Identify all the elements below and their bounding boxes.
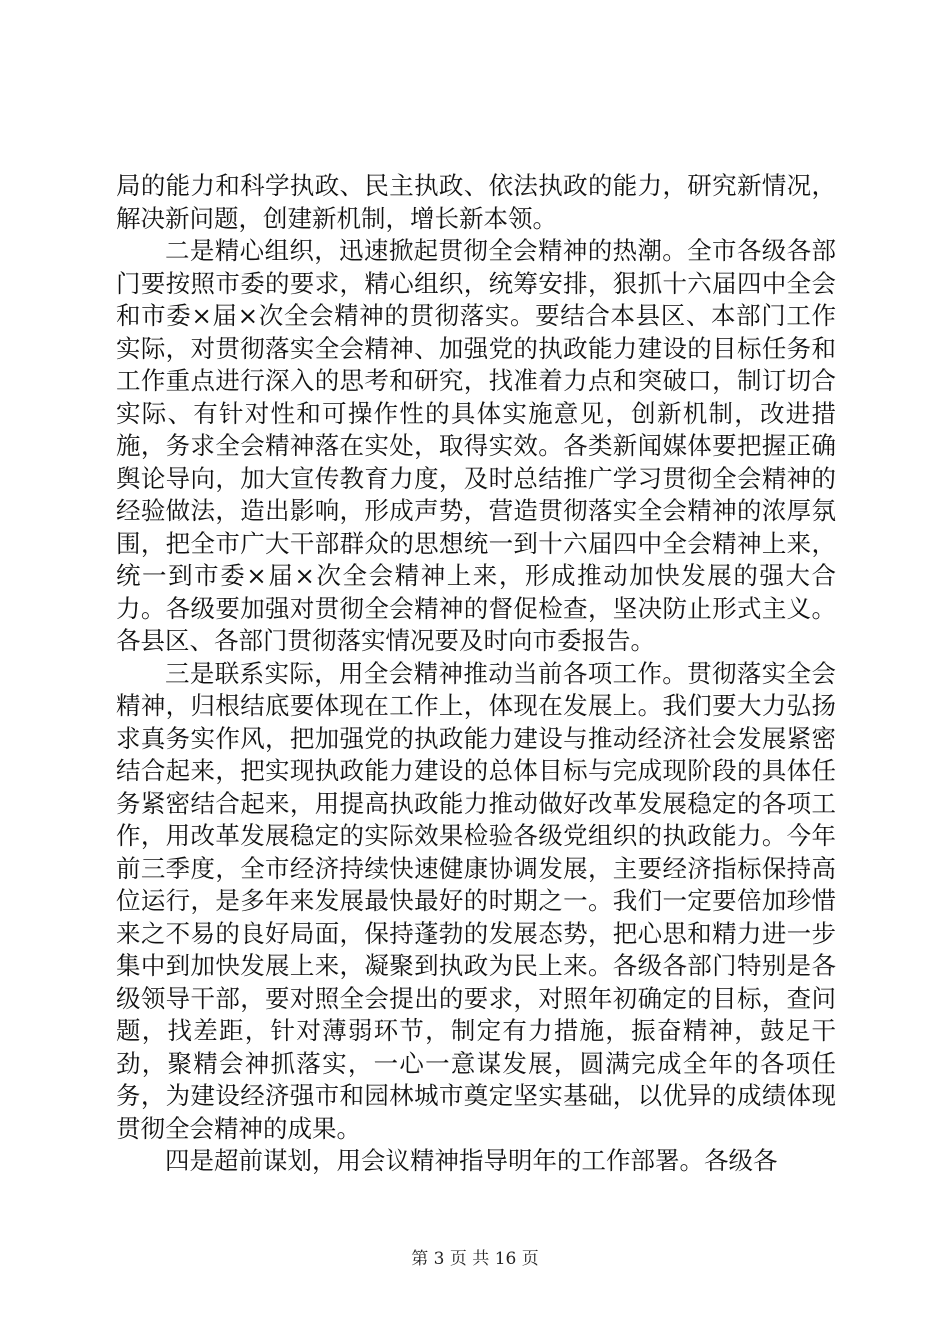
paragraph-fourth-point: 四是超前谋划，用会议精神指导明年的工作部署。各级各	[165, 1146, 778, 1175]
paragraph-third-point: 三是联系实际，用全会精神推动当前各项工作。贯彻落实全会精神，归根结底要体现在工作上，体现在发展上。我们要大力弘扬求真务实作风，把加强党的执政能力建设与推动经济社会发展紧密结合起来，把实现执政能力建设的总体目标与完成现阶段的具体任务紧密结合起来，用提高执政能力推动做好改革发展稳定的各项工作，用改革发展稳定的实际效果检验各级党组织的执政能力。今年前三季度，全市经济持续快速健康协调发展，主要经济指标保持高位运行，是多年来发展最快最好的时期之一。我们一定要倍加珍惜来之不易的良好局面，保持蓬勃的发展态势，把心思和精力进一步集中到加快发展上来，凝聚到执政为民上来。各级各部门特别是各级领导干部，要对照全会提出的要求，对照年初确定的目标，查问题，找差距，针对薄弱环节，制定有力措施，振奋精神，鼓足干劲，聚精会神抓落实，一心一意谋发展，圆满完成全年的各项任务，为建设经济强市和园林城市奠定坚实基础，以优异的成绩体现贯彻全会精神的成果。	[116, 658, 836, 1143]
page-number-label: 第 3 页 共 16 页	[411, 1249, 539, 1269]
paragraph-continuation: 局的能力和科学执政、民主执政、依法执政的能力，研究新情况，解决新问题，创建新机制，增长新本领。	[116, 171, 836, 233]
body-text	[116, 170, 836, 1178]
paragraph-second-point: 二是精心组织，迅速掀起贯彻全会精神的热潮。全市各级各部门要按照市委的要求，精心组织，统筹安排，狠抓十六届四中全会和市委×届×次全会精神的贯彻落实。要结合本县区、本部门工作实际，对贯彻落实全会精神、加强党的执政能力建设的目标任务和工作重点进行深入的思考和研究，找准着力点和突破口，制订切合实际、有针对性和可操作性的具体实施意见，创新机制，改进措施，务求全会精神落在实处，取得实效。各类新闻媒体要把握正确舆论导向，加大宣传教育力度，及时总结推广学习贯彻全会精神的经验做法，造出影响，形成声势，营造贯彻落实全会精神的浓厚氛围，把全市广大干部群众的思想统一到十六届四中全会精神上来，统一到市委×届×次全会精神上来，形成推动加快发展的强大合力。各级要加强对贯彻全会精神的督促检查，坚决防止形式主义。各县区、各部门贯彻落实情况要及时向市委报告。	[116, 236, 836, 655]
page-footer	[0, 1248, 950, 1270]
